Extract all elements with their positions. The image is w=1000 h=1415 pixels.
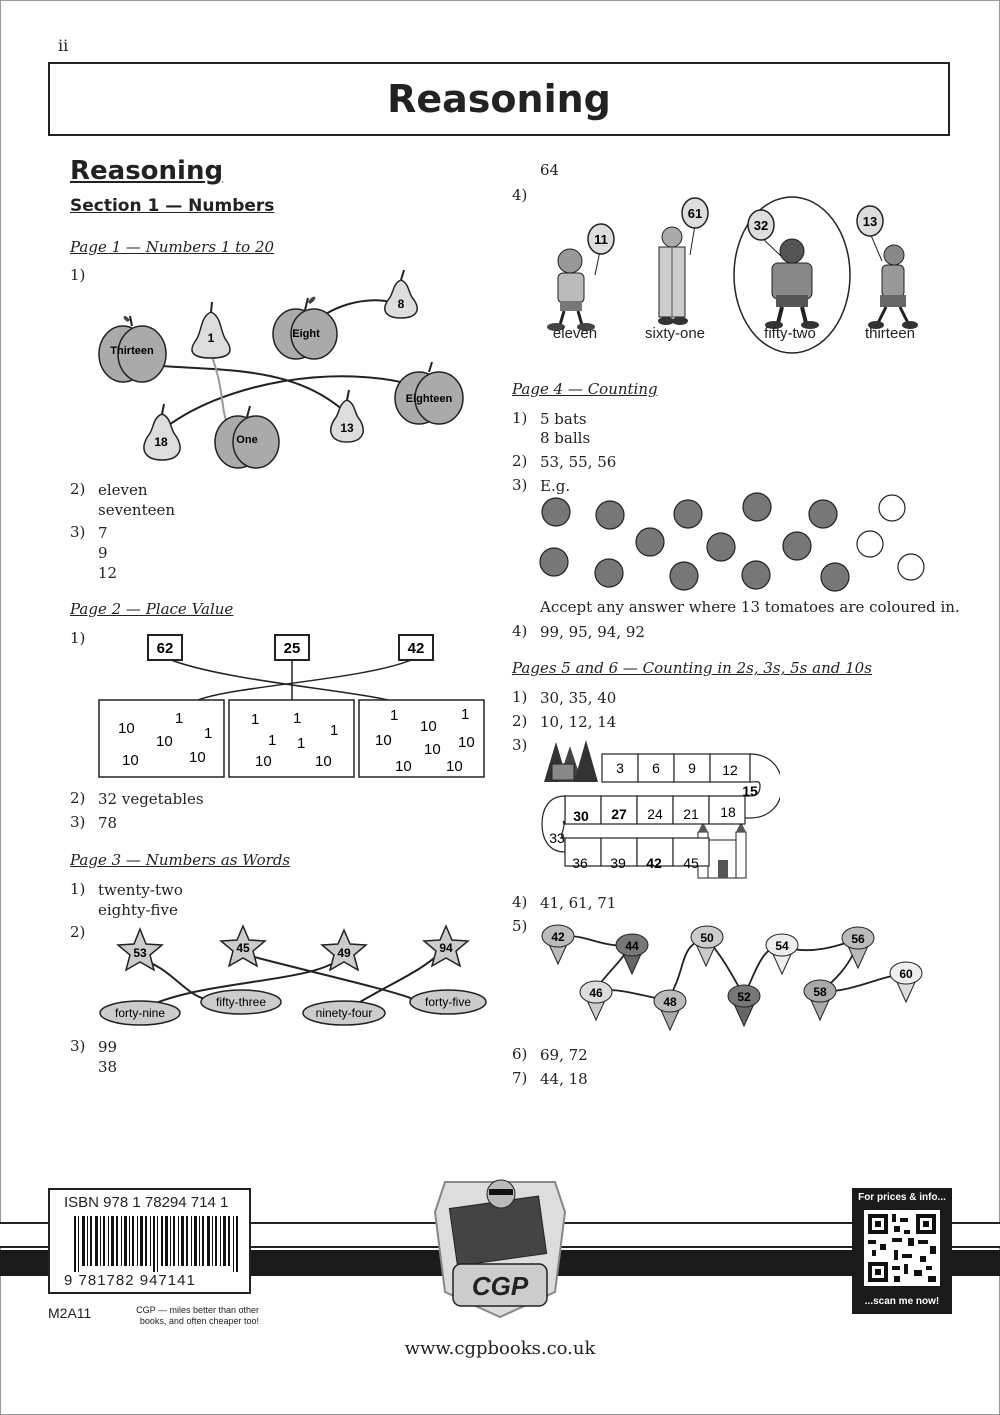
answer-line: 8 balls (540, 429, 591, 447)
svg-text:Thirteen: Thirteen (110, 345, 154, 357)
svg-text:1: 1 (330, 722, 339, 739)
svg-text:forty-nine: forty-nine (114, 1006, 166, 1020)
svg-text:One: One (236, 434, 258, 446)
pear-eight (385, 270, 417, 318)
svg-text:10: 10 (446, 758, 463, 775)
q-number: 2) (70, 480, 86, 498)
svg-text:1: 1 (251, 711, 260, 728)
svg-text:36: 36 (572, 855, 588, 871)
pear-thirteen (331, 390, 363, 442)
character-caption: thirteen (864, 325, 916, 342)
tomato (596, 501, 624, 529)
svg-text:18: 18 (720, 804, 736, 820)
number-box-62 (148, 635, 182, 660)
svg-text:11: 11 (594, 232, 608, 247)
svg-text:45: 45 (236, 941, 250, 955)
place-value-diagram (98, 630, 488, 780)
answer-line: 99 (98, 1038, 118, 1056)
apple-eight (273, 297, 337, 359)
answer-line: 53, 55, 56 (540, 453, 617, 471)
q-number: 1) (512, 409, 528, 427)
svg-text:1: 1 (293, 710, 302, 727)
svg-text:50: 50 (700, 931, 714, 945)
icecream-sequence (538, 916, 938, 1032)
svg-text:9: 9 (688, 760, 696, 776)
tomato (542, 498, 570, 526)
svg-text:49: 49 (337, 946, 351, 960)
qr-code-box (852, 1188, 952, 1314)
q-number: 3) (70, 813, 86, 831)
svg-text:27: 27 (611, 806, 627, 822)
svg-text:10: 10 (420, 718, 437, 735)
answer-line: E.g. (540, 477, 571, 495)
product-code: M2A11 (48, 1305, 92, 1321)
svg-text:1: 1 (390, 707, 399, 724)
tomato (674, 500, 702, 528)
svg-text:10: 10 (156, 733, 173, 750)
character-caption: fifty-two (764, 325, 816, 342)
page2-heading: Page 2 — Place Value (70, 600, 234, 618)
svg-text:39: 39 (610, 855, 626, 871)
svg-text:CGP: CGP (471, 1271, 529, 1301)
answer-line: 10, 12, 14 (540, 713, 617, 731)
apple-thirteen (99, 316, 166, 382)
answer-line: 69, 72 (540, 1046, 588, 1064)
answer-line: 44, 18 (540, 1070, 588, 1088)
star-49 (322, 930, 366, 970)
answer-line: eleven (98, 481, 148, 499)
answer-line: 41, 61, 71 (540, 894, 617, 912)
section-heading: Section 1 — Numbers (70, 196, 275, 216)
character-thirteen (857, 206, 918, 329)
tomato (783, 532, 811, 560)
tomato (707, 533, 735, 561)
q-number: 7) (512, 1069, 528, 1087)
barcode-digits: 9 781782 947141 (64, 1272, 196, 1289)
svg-text:1: 1 (207, 331, 215, 345)
svg-text:54: 54 (775, 939, 789, 953)
q-number: 2) (512, 712, 528, 730)
svg-text:6: 6 (652, 760, 660, 776)
character-sixty-one (658, 198, 708, 325)
svg-text:61: 61 (687, 206, 703, 221)
match-line (138, 364, 345, 412)
q-number: 6) (512, 1045, 528, 1063)
tomato (857, 531, 883, 557)
qr-code (864, 1210, 940, 1286)
page4-heading: Page 4 — Counting (512, 380, 658, 398)
forest-illustration (544, 740, 598, 782)
q-number: 1) (70, 880, 86, 898)
svg-text:48: 48 (663, 995, 677, 1009)
tomato (821, 563, 849, 591)
qr-bottom-text: ...scan me now! (864, 1296, 940, 1307)
svg-text:10: 10 (424, 741, 441, 758)
q-number: 4) (512, 893, 528, 911)
svg-text:1: 1 (461, 706, 470, 723)
q-number: 3) (512, 736, 528, 754)
q-number: 2) (70, 923, 86, 941)
svg-text:32: 32 (753, 218, 769, 233)
q-number: 1) (512, 688, 528, 706)
q-number: 2) (70, 789, 86, 807)
page-number: ii (58, 36, 69, 55)
star-45 (221, 926, 265, 966)
tomato (595, 559, 623, 587)
svg-text:10: 10 (255, 753, 272, 770)
answer-line: eighty-five (98, 901, 178, 919)
svg-text:15: 15 (742, 783, 758, 799)
heading: Reasoning (70, 156, 224, 186)
svg-text:3: 3 (616, 760, 624, 776)
isbn-text: ISBN 978 1 78294 714 1 (64, 1194, 229, 1211)
svg-text:1: 1 (204, 725, 213, 742)
q-number: 1) (70, 266, 86, 284)
svg-text:44: 44 (625, 939, 639, 953)
svg-text:ninety-four: ninety-four (315, 1006, 373, 1020)
answer-line: 64 (540, 161, 560, 179)
tomato (670, 562, 698, 590)
tomato (540, 548, 568, 576)
answer-line: 38 (98, 1058, 118, 1076)
character-caption: eleven (552, 325, 598, 342)
svg-text:1: 1 (175, 710, 184, 727)
svg-text:24: 24 (647, 806, 663, 822)
q-number: 4) (512, 186, 528, 204)
barcode (74, 1216, 244, 1272)
isbn-barcode-box (48, 1188, 251, 1294)
svg-text:forty-five: forty-five (424, 995, 472, 1009)
svg-text:1: 1 (268, 732, 277, 749)
pear-one (192, 302, 230, 358)
qr-top-text: For prices & info... (858, 1192, 946, 1203)
svg-text:45: 45 (683, 855, 699, 871)
answer-line: seventeen (98, 501, 176, 519)
answer-line: 30, 35, 40 (540, 689, 617, 707)
q-number: 3) (70, 1037, 86, 1055)
q-number: 3) (70, 523, 86, 541)
svg-text:10: 10 (375, 732, 392, 749)
apple-eighteen (395, 362, 463, 424)
svg-text:10: 10 (118, 720, 135, 737)
fruit-matching-diagram (90, 262, 470, 472)
tagline: CGP — miles better than other books, and often cheaper too! (136, 1305, 259, 1326)
answer-line: 7 (98, 524, 108, 542)
svg-text:53: 53 (133, 946, 147, 960)
number-box-42 (399, 635, 433, 660)
answer-line: 78 (98, 814, 118, 832)
svg-text:33: 33 (549, 830, 565, 846)
svg-text:fifty-three: fifty-three (215, 995, 267, 1009)
svg-text:94: 94 (439, 941, 453, 955)
tomato (879, 495, 905, 521)
page-title: Reasoning (48, 62, 950, 136)
svg-text:56: 56 (851, 932, 865, 946)
counting-track (540, 738, 780, 882)
q-number: 3) (512, 476, 528, 494)
svg-text:10: 10 (395, 758, 412, 775)
answer-line: 32 vegetables (98, 790, 204, 808)
svg-text:12: 12 (722, 762, 738, 778)
svg-text:10: 10 (122, 752, 139, 769)
page56-heading: Pages 5 and 6 — Counting in 2s, 3s, 5s and 10s (512, 659, 872, 677)
q-number: 4) (512, 622, 528, 640)
tomato (809, 500, 837, 528)
svg-text:10: 10 (315, 753, 332, 770)
svg-text:60: 60 (899, 967, 913, 981)
match-line (160, 376, 420, 432)
number-box-25 (275, 635, 309, 660)
svg-text:10: 10 (189, 749, 206, 766)
svg-text:Eight: Eight (292, 328, 320, 340)
character-caption: sixty-one (644, 325, 706, 342)
star-53 (118, 929, 162, 970)
q-number: 1) (70, 629, 86, 647)
tomatoes-diagram (530, 488, 940, 593)
character-fifty-two (748, 210, 819, 329)
svg-text:30: 30 (573, 808, 589, 824)
answer-line: 99, 95, 94, 92 (540, 623, 645, 641)
svg-text:62: 62 (156, 640, 174, 657)
tomato (742, 561, 770, 589)
answer-line: 5 bats (540, 410, 587, 428)
star-word-matching (98, 924, 493, 1028)
svg-text:21: 21 (683, 806, 699, 822)
svg-text:25: 25 (283, 640, 301, 657)
page3-heading: Page 3 — Numbers as Words (70, 851, 291, 869)
tomato (636, 528, 664, 556)
tomato (743, 493, 771, 521)
svg-text:42: 42 (646, 855, 662, 871)
svg-text:Eighteen: Eighteen (405, 393, 453, 405)
q-number: 2) (512, 452, 528, 470)
svg-text:10: 10 (458, 734, 475, 751)
svg-text:58: 58 (813, 985, 827, 999)
svg-text:46: 46 (589, 986, 603, 1000)
svg-text:18: 18 (154, 435, 168, 449)
answer-line: 12 (98, 564, 118, 582)
page1-heading: Page 1 — Numbers 1 to 20 (70, 238, 275, 256)
website: www.cgpbooks.co.uk (404, 1338, 596, 1359)
svg-text:13: 13 (862, 214, 878, 229)
tomato (898, 554, 924, 580)
answer-line: twenty-two (98, 881, 183, 899)
answer-line: 9 (98, 544, 108, 562)
character-eleven (547, 224, 614, 331)
svg-text:1: 1 (297, 735, 306, 752)
cgp-logo (425, 1172, 575, 1322)
answer-note: Accept any answer where 13 tomatoes are coloured in. (540, 598, 960, 616)
q-number: 5) (512, 917, 528, 935)
svg-text:42: 42 (407, 640, 425, 657)
pear-eighteen (144, 404, 180, 460)
svg-text:13: 13 (340, 421, 354, 435)
svg-text:52: 52 (737, 990, 751, 1004)
svg-text:8: 8 (397, 297, 405, 311)
svg-text:42: 42 (551, 930, 565, 944)
